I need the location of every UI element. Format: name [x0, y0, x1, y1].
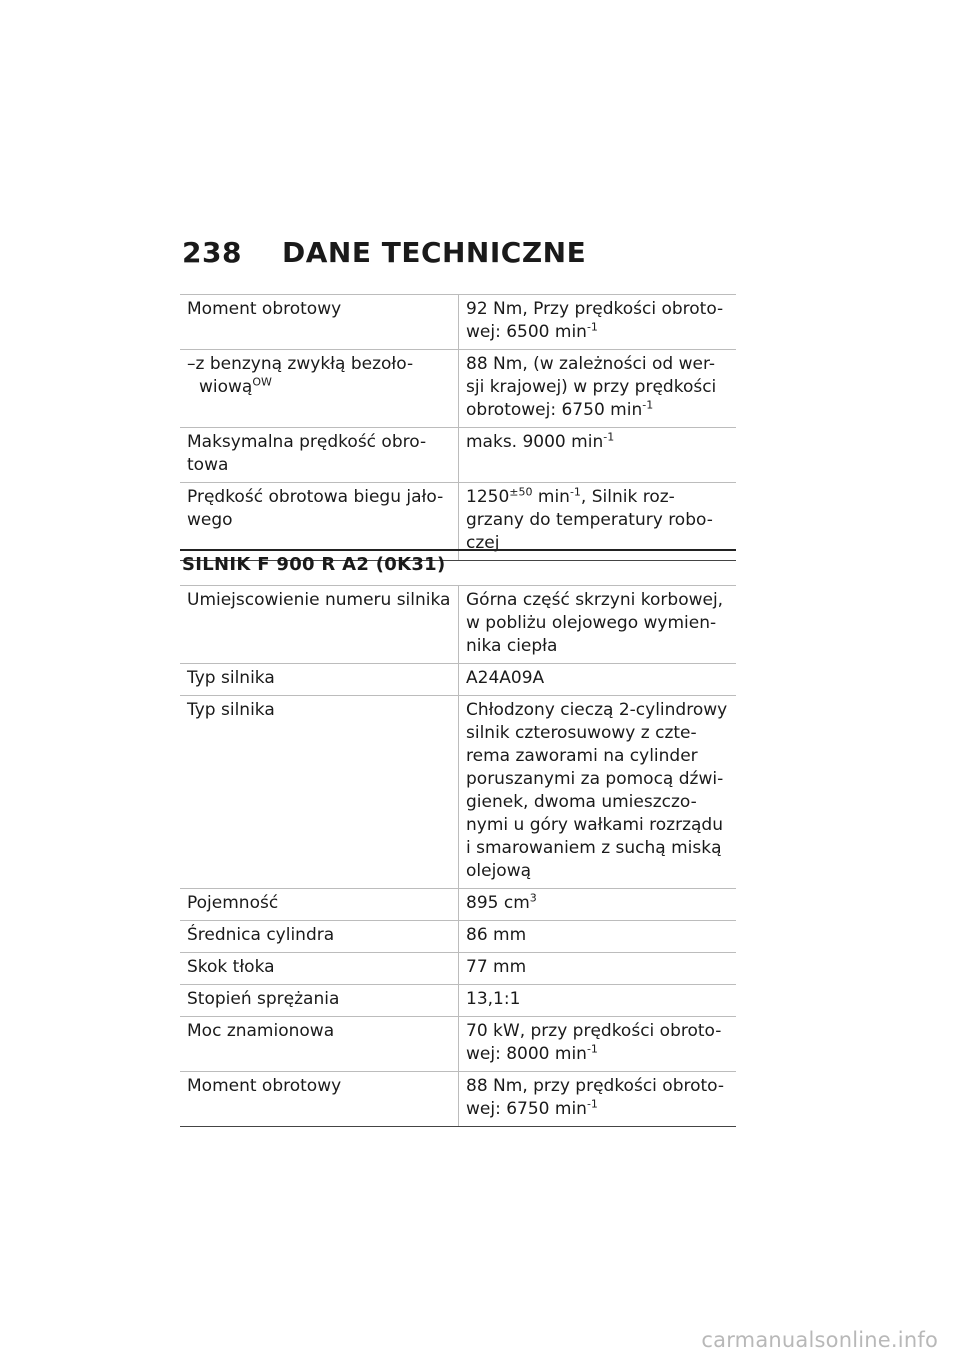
spec-label: Średnica cylindra: [180, 921, 459, 953]
page-header: [182, 236, 742, 269]
spec-value: 88 Nm, przy prędkości obroto-wej: 6750 $\min^{-1}$: [459, 1072, 737, 1127]
spec-value: 92 Nm, Przy prędkości obroto-wej: 6500 $\min^{-1}$: [459, 295, 737, 350]
page-title: DANE TECHNICZNE: [282, 236, 587, 269]
spec-table-f900r-a2: [180, 585, 736, 1127]
section-divider: [180, 549, 736, 551]
spec-value: 895 $cm^3$: [459, 889, 737, 921]
spec-value: A24A09A: [459, 664, 737, 696]
spec-value: Górna część skrzyni korbowej, w pobliżu olejowego wymien-nika ciepła: [459, 586, 737, 664]
spec-label: Umiejscowienie numeru silnika: [180, 586, 459, 664]
spec-value: 86 mm: [459, 921, 737, 953]
spec-value: 88 Nm, (w zależności od wer-sji krajowej) w przy prędkości obrotowej: 6750 $\min^{-1}$: [459, 350, 737, 428]
table-row: [180, 1017, 736, 1072]
table-row: [180, 696, 736, 889]
spec-label: Moment obrotowy: [180, 1072, 459, 1127]
spec-label: Typ silnika: [180, 664, 459, 696]
page-number: 238: [182, 236, 242, 269]
watermark: carmanualsonline.info: [701, 1328, 938, 1352]
spec-label: –z benzyną zwykłą bezoło-wiową$^{OW}$: [180, 350, 459, 428]
table-row: [180, 1072, 736, 1127]
spec-value: 70 kW, przy prędkości obroto-wej: 8000 $\min^{-1}$: [459, 1017, 737, 1072]
spec-value: Chłodzony cieczą 2-cylindrowy silnik czterosuwowy z czte-rema zaworami na cylinder poruszanymi za pomocą dźwi-gienek, dwoma umieszczo-nymi u góry wałkami rozrządu i smarowaniem z suchą miską olejową: [459, 696, 737, 889]
table-row: [180, 295, 736, 350]
spec-value: 13,1:1: [459, 985, 737, 1017]
spec-value: 77 mm: [459, 953, 737, 985]
table-row: [180, 921, 736, 953]
spec-label: Moc znamionowa: [180, 1017, 459, 1072]
table-row: [180, 586, 736, 664]
spec-value: $1250^{\pm 50}$ $\min^{-1}$, Silnik roz-grzany do temperatury robo-czej: [459, 483, 737, 561]
table-row: [180, 350, 736, 428]
table-row: [180, 664, 736, 696]
table-row: [180, 985, 736, 1017]
spec-label: Typ silnika: [180, 696, 459, 889]
spec-label: Moment obrotowy: [180, 295, 459, 350]
spec-label: Prędkość obrotowa biegu jało-wego: [180, 483, 459, 561]
table-row: [180, 428, 736, 483]
table-row: [180, 889, 736, 921]
spec-table-engine: [180, 294, 736, 561]
spec-label: Maksymalna prędkość obro-towa: [180, 428, 459, 483]
spec-label: Skok tłoka: [180, 953, 459, 985]
spec-label: Pojemność: [180, 889, 459, 921]
section-heading: SILNIK F 900 R A2 (0K31): [182, 554, 446, 575]
spec-value: maks. 9000 $\min^{-1}$: [459, 428, 737, 483]
spec-label: Stopień sprężania: [180, 985, 459, 1017]
table-row: [180, 953, 736, 985]
